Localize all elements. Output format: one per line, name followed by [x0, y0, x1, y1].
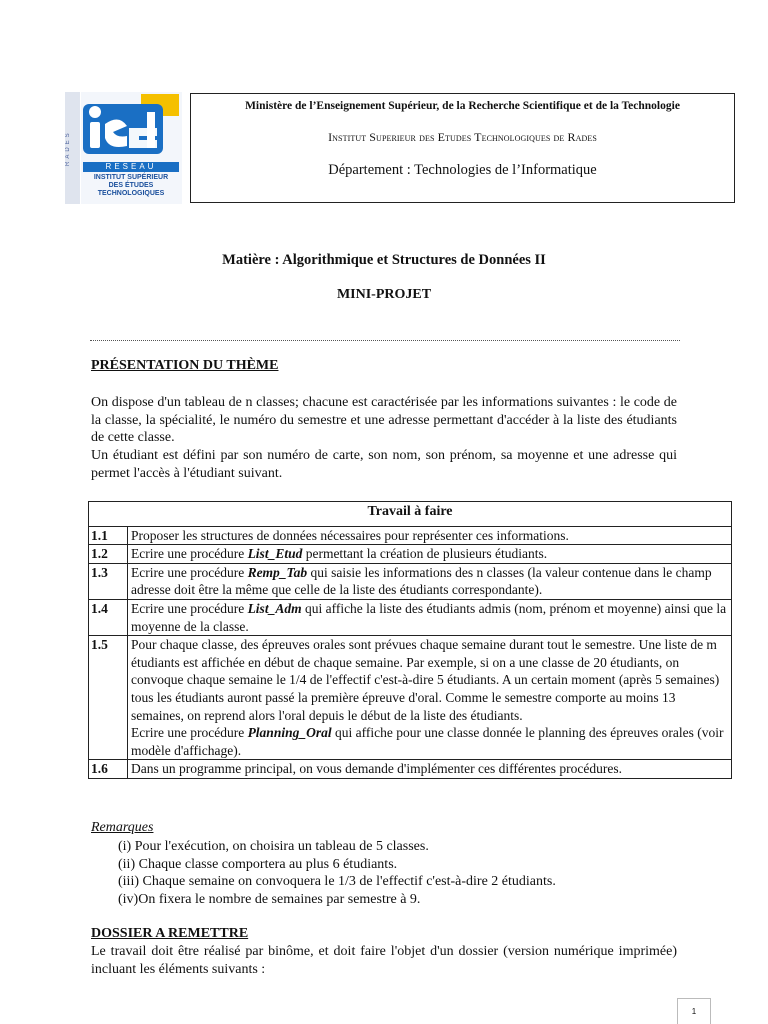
institute-logo: [65, 92, 182, 204]
logo-side-text: RADES: [65, 92, 80, 204]
task-text: [128, 636, 732, 760]
logo-band-text: RESEAU: [83, 162, 179, 172]
header-box: [190, 93, 735, 203]
table-row: [89, 760, 732, 779]
dotted-separator: [90, 340, 680, 341]
dossier-heading: DOSSIER A REMETTRE: [91, 926, 249, 941]
table-row: [89, 545, 732, 564]
task-number: 1.2: [89, 545, 128, 564]
page-number: 1: [677, 998, 711, 1024]
table-row: [89, 599, 732, 635]
task-text: [128, 599, 732, 635]
task-text: [128, 760, 732, 779]
tasks-table: [88, 501, 732, 779]
presentation-heading: PRÉSENTATION DU THÈME: [91, 358, 279, 373]
task-text-part: qui saisie les informations des n classes (la valeur contenue dans le champ adresse doit être la même que celle de la liste des étudiants correspondante).: [131, 564, 712, 598]
task-text: [128, 526, 732, 545]
task-text-part: Ecrire une procédure: [131, 600, 248, 616]
remarks-title: Remarques: [91, 820, 154, 835]
list-item: (iv)On fixera le nombre de semaines par semestre à 9.: [118, 891, 421, 907]
logo-caption-line: TECHNOLOGIQUES: [97, 190, 165, 197]
document-title: MINI-PROJET: [336, 287, 432, 302]
presentation-paragraph-2: Un étudiant est défini par son numéro de carte, son nom, son prénom, sa moyenne et une adresse qui permet l'accès à l'étudiant suivant.: [91, 448, 677, 481]
procedure-name: List_Adm: [247, 600, 302, 616]
task-text: [128, 545, 732, 564]
logo-caption-line: INSTITUT SUPÉRIEUR: [93, 174, 169, 181]
subject-title: Matière : Algorithmique et Structures de Données II: [222, 252, 546, 268]
task-text-part: Ecrire une procédure: [131, 564, 248, 580]
tasks-table-header: Travail à faire: [89, 502, 732, 527]
logo-main: [81, 92, 182, 204]
task-text-part: qui affiche pour une classe donnée le planning des épreuves orales (voir modèle d'affichage).: [131, 725, 724, 758]
task-number: 1.3: [89, 563, 128, 599]
task-number: 1.6: [89, 760, 128, 779]
task-text-part: Ecrire une procédure: [131, 546, 248, 562]
procedure-name: List_Etud: [247, 546, 303, 562]
department-name: Département : Technologies de l’Informatique: [328, 162, 597, 178]
logo-caption: [83, 174, 179, 198]
procedure-name: Planning_Oral: [247, 725, 332, 741]
task-text: [128, 563, 732, 599]
iset-logo-icon: [83, 94, 179, 160]
ministry-title: Ministère de l’Enseignement Supérieur, de la Recherche Scientifique et de la Technologie: [245, 100, 680, 112]
list-item: (i) Pour l'exécution, on choisira un tableau de 5 classes.: [118, 839, 429, 854]
procedure-name: Remp_Tab: [247, 564, 308, 580]
task-text-part: Pour chaque classe, des épreuves orales sont prévues chaque semaine durant tout le semestre. Une liste de m étudiants est affichée en début de chaque semaine. Par exemple, si on a une classe de 20 étudiants, on convoque chaque semaine le 1/4 de l'effectif c'est-à-dire 5 étudiants. A un certain moment (après 5 semaines) tous les étudiants auront passé la première épreuve d'oral. Comme le semestre comporte au moins 13 semaines, on reprend alors l'oral depuis le début de la liste des étudiants.: [131, 637, 720, 723]
task-text-part: Ecrire une procédure: [131, 725, 248, 741]
institute-name: Institut Superieur des Etudes Technologiques de Rades: [328, 130, 597, 144]
table-row: [89, 526, 732, 545]
table-row: [89, 636, 732, 760]
list-item: (ii) Chaque classe comportera au plus 6 étudiants.: [118, 856, 398, 872]
logo-caption-line: DES ÉTUDES: [108, 182, 154, 189]
dossier-paragraph: Le travail doit être réalisé par binôme, et doit faire l'objet d'un dossier (version numérique imprimée) incluant les éléments suivants :: [91, 944, 677, 977]
remarks-list: [118, 838, 556, 908]
task-text-part: permettant la création de plusieurs étudiants.: [302, 546, 548, 562]
task-number: 1.5: [89, 636, 128, 760]
table-row: [89, 563, 732, 599]
task-number: 1.1: [89, 526, 128, 545]
task-text-part: Dans un programme principal, on vous demande d'implémenter ces différentes procédures.: [131, 761, 623, 777]
presentation-paragraph-1: On dispose d'un tableau de n classes; chacune est caractérisée par les informations suivantes : le code de la classe, la spécialité, le numéro du semestre et une adresse permettant d'accéder à la liste des étudiants de cette classe.: [91, 395, 677, 445]
task-text-part: Proposer les structures de données nécessaires pour représenter ces informations.: [131, 527, 569, 543]
task-text-part: qui affiche la liste des étudiants admis (nom, prénom et moyenne) ainsi que la moyenne de la classe.: [131, 600, 727, 634]
table-header-row: [89, 502, 732, 527]
task-number: 1.4: [89, 599, 128, 635]
list-item: (iii) Chaque semaine on convoquera le 1/3 de l'effectif c'est-à-dire 2 étudiants.: [118, 874, 556, 890]
